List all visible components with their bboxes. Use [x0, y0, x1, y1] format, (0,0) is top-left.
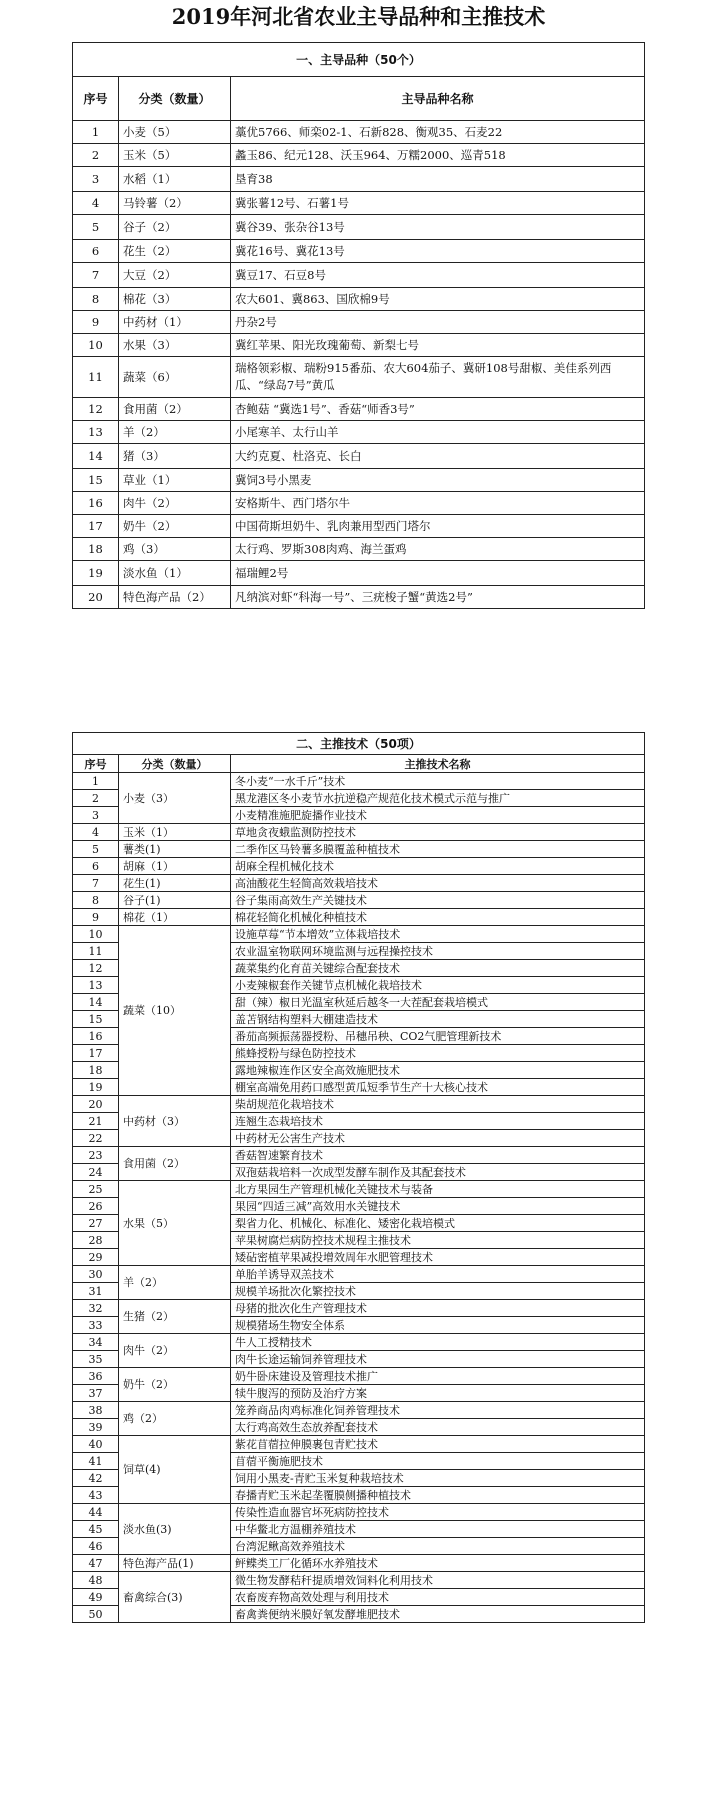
- row-technique-name: 规模猪场生物安全体系: [231, 1317, 645, 1334]
- row-technique-name: 谷子集雨高效生产关键技术: [231, 892, 645, 909]
- row-technique-name: 苜蓿平衡施肥技术: [231, 1453, 645, 1470]
- row-technique-name: 冬小麦“一水千斤”技术: [231, 773, 645, 790]
- table-row: [73, 1096, 645, 1113]
- row-technique-name: 规模羊场批次化繁控技术: [231, 1283, 645, 1300]
- row-category: 棉花（1）: [119, 909, 231, 926]
- row-technique-name: 高油酸花生轻简高效栽培技术: [231, 875, 645, 892]
- row-number: 14: [73, 994, 119, 1011]
- table-row: [73, 1181, 645, 1198]
- row-number: 5: [73, 841, 119, 858]
- row-category: 蔬菜（6）: [119, 357, 231, 398]
- section-header-row: [73, 733, 645, 755]
- column-header-row: [73, 755, 645, 773]
- row-variety-name: 蠡玉86、纪元128、沃玉964、万糯2000、巡青518: [231, 144, 645, 167]
- row-technique-name: 肉牛长途运输饲养管理技术: [231, 1351, 645, 1368]
- row-technique-name: 鲆鲽类工厂化循环水养殖技术: [231, 1555, 645, 1572]
- row-number: 5: [73, 215, 119, 240]
- row-category: 谷子（2）: [119, 215, 231, 240]
- row-number: 40: [73, 1436, 119, 1453]
- row-number: 9: [73, 909, 119, 926]
- row-category: 草业（1）: [119, 469, 231, 492]
- row-technique-name: 二季作区马铃薯多膜覆盖种植技术: [231, 841, 645, 858]
- row-number: 39: [73, 1419, 119, 1436]
- row-technique-name: 棉花轻简化机械化种植技术: [231, 909, 645, 926]
- row-category: 玉米（1）: [119, 824, 231, 841]
- table-row: [73, 398, 645, 421]
- row-number: 48: [73, 1572, 119, 1589]
- row-number: 23: [73, 1147, 119, 1164]
- table-row: [73, 586, 645, 609]
- row-category: 羊（2）: [119, 421, 231, 444]
- table-row: [73, 492, 645, 515]
- row-number: 25: [73, 1181, 119, 1198]
- column-header-variety: 主导品种名称: [231, 77, 645, 121]
- row-category: 花生（2）: [119, 240, 231, 263]
- row-number: 29: [73, 1249, 119, 1266]
- row-variety-name: 瑞格领彩椒、瑞粉915番茄、农大604茄子、冀研108号甜椒、美佳系列西瓜、“绿岛7号”黄瓜: [231, 357, 645, 398]
- row-category: 肉牛（2）: [119, 1334, 231, 1368]
- row-technique-name: 胡麻全程机械化技术: [231, 858, 645, 875]
- row-category: 猪（3）: [119, 444, 231, 469]
- table-row: [73, 311, 645, 334]
- row-technique-name: 矮砧密植苹果减投增效周年水肥管理技术: [231, 1249, 645, 1266]
- row-category: 小麦（3）: [119, 773, 231, 824]
- row-number: 3: [73, 807, 119, 824]
- table-row: [73, 215, 645, 240]
- row-technique-name: 香菇智速繁育技术: [231, 1147, 645, 1164]
- row-technique-name: 小麦精准施肥旋播作业技术: [231, 807, 645, 824]
- row-variety-name: 冀豆17、石豆8号: [231, 263, 645, 288]
- row-number: 33: [73, 1317, 119, 1334]
- row-number: 26: [73, 1198, 119, 1215]
- row-category: 水稻（1）: [119, 167, 231, 192]
- column-header-category: 分类（数量）: [119, 77, 231, 121]
- row-number: 4: [73, 192, 119, 215]
- row-category: 鸡（2）: [119, 1402, 231, 1436]
- row-number: 45: [73, 1521, 119, 1538]
- main-varieties-table: [72, 42, 645, 609]
- row-technique-name: 双孢菇栽培料一次成型发酵车制作及其配套技术: [231, 1164, 645, 1181]
- row-number: 38: [73, 1402, 119, 1419]
- row-technique-name: 梨省力化、机械化、标准化、矮密化栽培模式: [231, 1215, 645, 1232]
- row-number: 13: [73, 421, 119, 444]
- row-category: 奶牛（2）: [119, 515, 231, 538]
- row-technique-name: 单胎羊诱导双羔技术: [231, 1266, 645, 1283]
- row-category: 生猪（2）: [119, 1300, 231, 1334]
- table-row: [73, 1504, 645, 1521]
- row-number: 50: [73, 1606, 119, 1623]
- table-row: [73, 240, 645, 263]
- row-category: 肉牛（2）: [119, 492, 231, 515]
- table-row: [73, 192, 645, 215]
- row-variety-name: 冀张薯12号、石薯1号: [231, 192, 645, 215]
- row-technique-name: 黑龙港区冬小麦节水抗逆稳产规范化技术模式示范与推广: [231, 790, 645, 807]
- table-row: [73, 892, 645, 909]
- row-category: 大豆（2）: [119, 263, 231, 288]
- row-technique-name: 农畜废弃物高效处理与利用技术: [231, 1589, 645, 1606]
- row-technique-name: 棚室高端免用药口感型黄瓜短季节生产十大核心技术: [231, 1079, 645, 1096]
- row-technique-name: 奶牛卧床建设及管理技术推广: [231, 1368, 645, 1385]
- row-number: 19: [73, 1079, 119, 1096]
- row-number: 6: [73, 858, 119, 875]
- table-row: [73, 1147, 645, 1164]
- table-row: [73, 824, 645, 841]
- row-category: 食用菌（2）: [119, 398, 231, 421]
- row-number: 18: [73, 1062, 119, 1079]
- table-row: [73, 444, 645, 469]
- table-row: [73, 515, 645, 538]
- row-number: 11: [73, 357, 119, 398]
- row-technique-name: 盖苫钢结构塑料大棚建造技术: [231, 1011, 645, 1028]
- table-row: [73, 1300, 645, 1317]
- row-technique-name: 苹果树腐烂病防控技术规程主推技术: [231, 1232, 645, 1249]
- row-number: 2: [73, 144, 119, 167]
- row-technique-name: 熊蜂授粉与绿色防控技术: [231, 1045, 645, 1062]
- row-variety-name: 小尾寒羊、太行山羊: [231, 421, 645, 444]
- column-header-category: 分类（数量）: [119, 755, 231, 773]
- row-technique-name: 甜（辣）椒日光温室秋延后越冬一大茬配套栽培模式: [231, 994, 645, 1011]
- column-header-no: 序号: [73, 755, 119, 773]
- table-row: [73, 1266, 645, 1283]
- row-variety-name: 中国荷斯坦奶牛、乳肉兼用型西门塔尔: [231, 515, 645, 538]
- row-number: 24: [73, 1164, 119, 1181]
- row-number: 8: [73, 288, 119, 311]
- row-technique-name: 番茄高频振荡器授粉、吊穗吊秧、CO2气肥管理新技术: [231, 1028, 645, 1045]
- section-header-row: [73, 43, 645, 77]
- row-technique-name: 连翘生态栽培技术: [231, 1113, 645, 1130]
- row-category: 花生(1): [119, 875, 231, 892]
- row-variety-name: 杏鲍菇 “冀选1号”、香菇“师香3号”: [231, 398, 645, 421]
- row-category: 棉花（3）: [119, 288, 231, 311]
- row-technique-name: 草地贪夜蛾监测防控技术: [231, 824, 645, 841]
- row-variety-name: 凡纳滨对虾“科海一号”、三疣梭子蟹“黄选2号”: [231, 586, 645, 609]
- row-number: 44: [73, 1504, 119, 1521]
- row-number: 30: [73, 1266, 119, 1283]
- row-category: 淡水鱼（1）: [119, 561, 231, 586]
- row-number: 7: [73, 263, 119, 288]
- row-number: 15: [73, 469, 119, 492]
- row-number: 42: [73, 1470, 119, 1487]
- row-technique-name: 中药材无公害生产技术: [231, 1130, 645, 1147]
- row-variety-name: 冀红苹果、阳光玫瑰葡萄、新梨七号: [231, 334, 645, 357]
- column-header-row: [73, 77, 645, 121]
- row-number: 3: [73, 167, 119, 192]
- row-number: 12: [73, 398, 119, 421]
- row-variety-name: 丹杂2号: [231, 311, 645, 334]
- table-row: [73, 263, 645, 288]
- row-number: 7: [73, 875, 119, 892]
- row-category: 奶牛（2）: [119, 1368, 231, 1402]
- row-category: 饲草(4): [119, 1436, 231, 1504]
- row-technique-name: 母猪的批次化生产管理技术: [231, 1300, 645, 1317]
- row-number: 43: [73, 1487, 119, 1504]
- row-number: 12: [73, 960, 119, 977]
- table-row: [73, 167, 645, 192]
- row-technique-name: 牛人工授精技术: [231, 1334, 645, 1351]
- row-category: 水果（3）: [119, 334, 231, 357]
- row-category: 马铃薯（2）: [119, 192, 231, 215]
- row-category: 谷子(1): [119, 892, 231, 909]
- row-category: 胡麻（1）: [119, 858, 231, 875]
- table-row: [73, 538, 645, 561]
- row-category: 薯类(1): [119, 841, 231, 858]
- row-number: 20: [73, 586, 119, 609]
- table-row: [73, 858, 645, 875]
- row-number: 27: [73, 1215, 119, 1232]
- table-row: [73, 909, 645, 926]
- column-header-technique: 主推技术名称: [231, 755, 645, 773]
- row-variety-name: 藁优5766、师栾02-1、石新828、衡观35、石麦22: [231, 121, 645, 144]
- row-variety-name: 冀谷39、张杂谷13号: [231, 215, 645, 240]
- row-variety-name: 大约克夏、杜洛克、长白: [231, 444, 645, 469]
- table-row: [73, 875, 645, 892]
- row-category: 小麦（5）: [119, 121, 231, 144]
- section2-title: 二、主推技术（50项）: [73, 733, 645, 755]
- row-number: 2: [73, 790, 119, 807]
- row-category: 蔬菜（10）: [119, 926, 231, 1096]
- row-technique-name: 台湾泥鳅高效养殖技术: [231, 1538, 645, 1555]
- row-number: 32: [73, 1300, 119, 1317]
- row-category: 鸡（3）: [119, 538, 231, 561]
- table-row: [73, 841, 645, 858]
- row-category: 玉米（5）: [119, 144, 231, 167]
- row-number: 10: [73, 926, 119, 943]
- row-technique-name: 露地辣椒连作区安全高效施肥技术: [231, 1062, 645, 1079]
- row-category: 食用菌（2）: [119, 1147, 231, 1181]
- row-number: 1: [73, 121, 119, 144]
- row-number: 21: [73, 1113, 119, 1130]
- row-technique-name: 传染性造血器官坏死病防控技术: [231, 1504, 645, 1521]
- row-technique-name: 小麦辣椒套作关键节点机械化栽培技术: [231, 977, 645, 994]
- row-category: 淡水鱼(3): [119, 1504, 231, 1555]
- row-number: 47: [73, 1555, 119, 1572]
- row-number: 10: [73, 334, 119, 357]
- row-category: 特色海产品（2）: [119, 586, 231, 609]
- section1-title: 一、主导品种（50个）: [73, 43, 645, 77]
- table-row: [73, 773, 645, 790]
- row-number: 4: [73, 824, 119, 841]
- row-variety-name: 冀饲3号小黑麦: [231, 469, 645, 492]
- table-row: [73, 561, 645, 586]
- row-number: 31: [73, 1283, 119, 1300]
- row-number: 36: [73, 1368, 119, 1385]
- row-number: 14: [73, 444, 119, 469]
- row-variety-name: 冀花16号、冀花13号: [231, 240, 645, 263]
- row-number: 11: [73, 943, 119, 960]
- table-row: [73, 357, 645, 398]
- row-technique-name: 紫花苜蓿拉伸膜裹包青贮技术: [231, 1436, 645, 1453]
- row-technique-name: 笼养商品肉鸡标准化饲养管理技术: [231, 1402, 645, 1419]
- table-row: [73, 1436, 645, 1453]
- row-technique-name: 设施草莓“节本增效”立体栽培技术: [231, 926, 645, 943]
- row-number: 41: [73, 1453, 119, 1470]
- row-category: 羊（2）: [119, 1266, 231, 1300]
- row-technique-name: 果园“四适三减”高效用水关键技术: [231, 1198, 645, 1215]
- row-number: 13: [73, 977, 119, 994]
- row-variety-name: 福瑞鲤2号: [231, 561, 645, 586]
- row-variety-name: 农大601、冀863、国欣棉9号: [231, 288, 645, 311]
- row-category: 水果（5）: [119, 1181, 231, 1266]
- row-number: 34: [73, 1334, 119, 1351]
- table-row: [73, 1368, 645, 1385]
- row-number: 37: [73, 1385, 119, 1402]
- row-technique-name: 蔬菜集约化育苗关键综合配套技术: [231, 960, 645, 977]
- row-variety-name: 太行鸡、罗斯308肉鸡、海兰蛋鸡: [231, 538, 645, 561]
- table-row: [73, 288, 645, 311]
- row-technique-name: 饲用小黑麦-青贮玉米复种栽培技术: [231, 1470, 645, 1487]
- table-row: [73, 1402, 645, 1419]
- row-technique-name: 北方果园生产管理机械化关键技术与装备: [231, 1181, 645, 1198]
- row-category: 畜禽综合(3): [119, 1572, 231, 1623]
- row-number: 19: [73, 561, 119, 586]
- row-number: 16: [73, 1028, 119, 1045]
- row-number: 16: [73, 492, 119, 515]
- row-number: 6: [73, 240, 119, 263]
- row-number: 17: [73, 1045, 119, 1062]
- table-row: [73, 121, 645, 144]
- row-technique-name: 犊牛腹泻的预防及治疗方案: [231, 1385, 645, 1402]
- row-technique-name: 畜禽粪便纳米膜好氧发酵堆肥技术: [231, 1606, 645, 1623]
- row-technique-name: 太行鸡高效生态放养配套技术: [231, 1419, 645, 1436]
- table-row: [73, 421, 645, 444]
- table-row: [73, 1572, 645, 1589]
- row-category: 特色海产品(1): [119, 1555, 231, 1572]
- row-number: 35: [73, 1351, 119, 1368]
- row-number: 46: [73, 1538, 119, 1555]
- row-number: 49: [73, 1589, 119, 1606]
- table-row: [73, 926, 645, 943]
- row-number: 8: [73, 892, 119, 909]
- row-technique-name: 中华鳖北方温棚养殖技术: [231, 1521, 645, 1538]
- row-category: 中药材（1）: [119, 311, 231, 334]
- document-title: 2019年河北省农业主导品种和主推技术: [171, 4, 546, 29]
- row-number: 1: [73, 773, 119, 790]
- row-technique-name: 农业温室物联网环境监测与远程操控技术: [231, 943, 645, 960]
- row-variety-name: 垦育38: [231, 167, 645, 192]
- row-variety-name: 安格斯牛、西门塔尔牛: [231, 492, 645, 515]
- column-header-no: 序号: [73, 77, 119, 121]
- table-row: [73, 144, 645, 167]
- row-technique-name: 柴胡规范化栽培技术: [231, 1096, 645, 1113]
- row-number: 20: [73, 1096, 119, 1113]
- row-number: 9: [73, 311, 119, 334]
- table-row: [73, 1555, 645, 1572]
- table-row: [73, 1334, 645, 1351]
- main-techniques-table: [72, 732, 645, 1623]
- row-number: 28: [73, 1232, 119, 1249]
- row-number: 15: [73, 1011, 119, 1028]
- table-row: [73, 469, 645, 492]
- row-technique-name: 微生物发酵秸秆提质增效饲料化利用技术: [231, 1572, 645, 1589]
- row-category: 中药材（3）: [119, 1096, 231, 1147]
- row-number: 18: [73, 538, 119, 561]
- table-row: [73, 334, 645, 357]
- row-technique-name: 春播青贮玉米起垄覆膜侧播种植技术: [231, 1487, 645, 1504]
- row-number: 17: [73, 515, 119, 538]
- row-number: 22: [73, 1130, 119, 1147]
